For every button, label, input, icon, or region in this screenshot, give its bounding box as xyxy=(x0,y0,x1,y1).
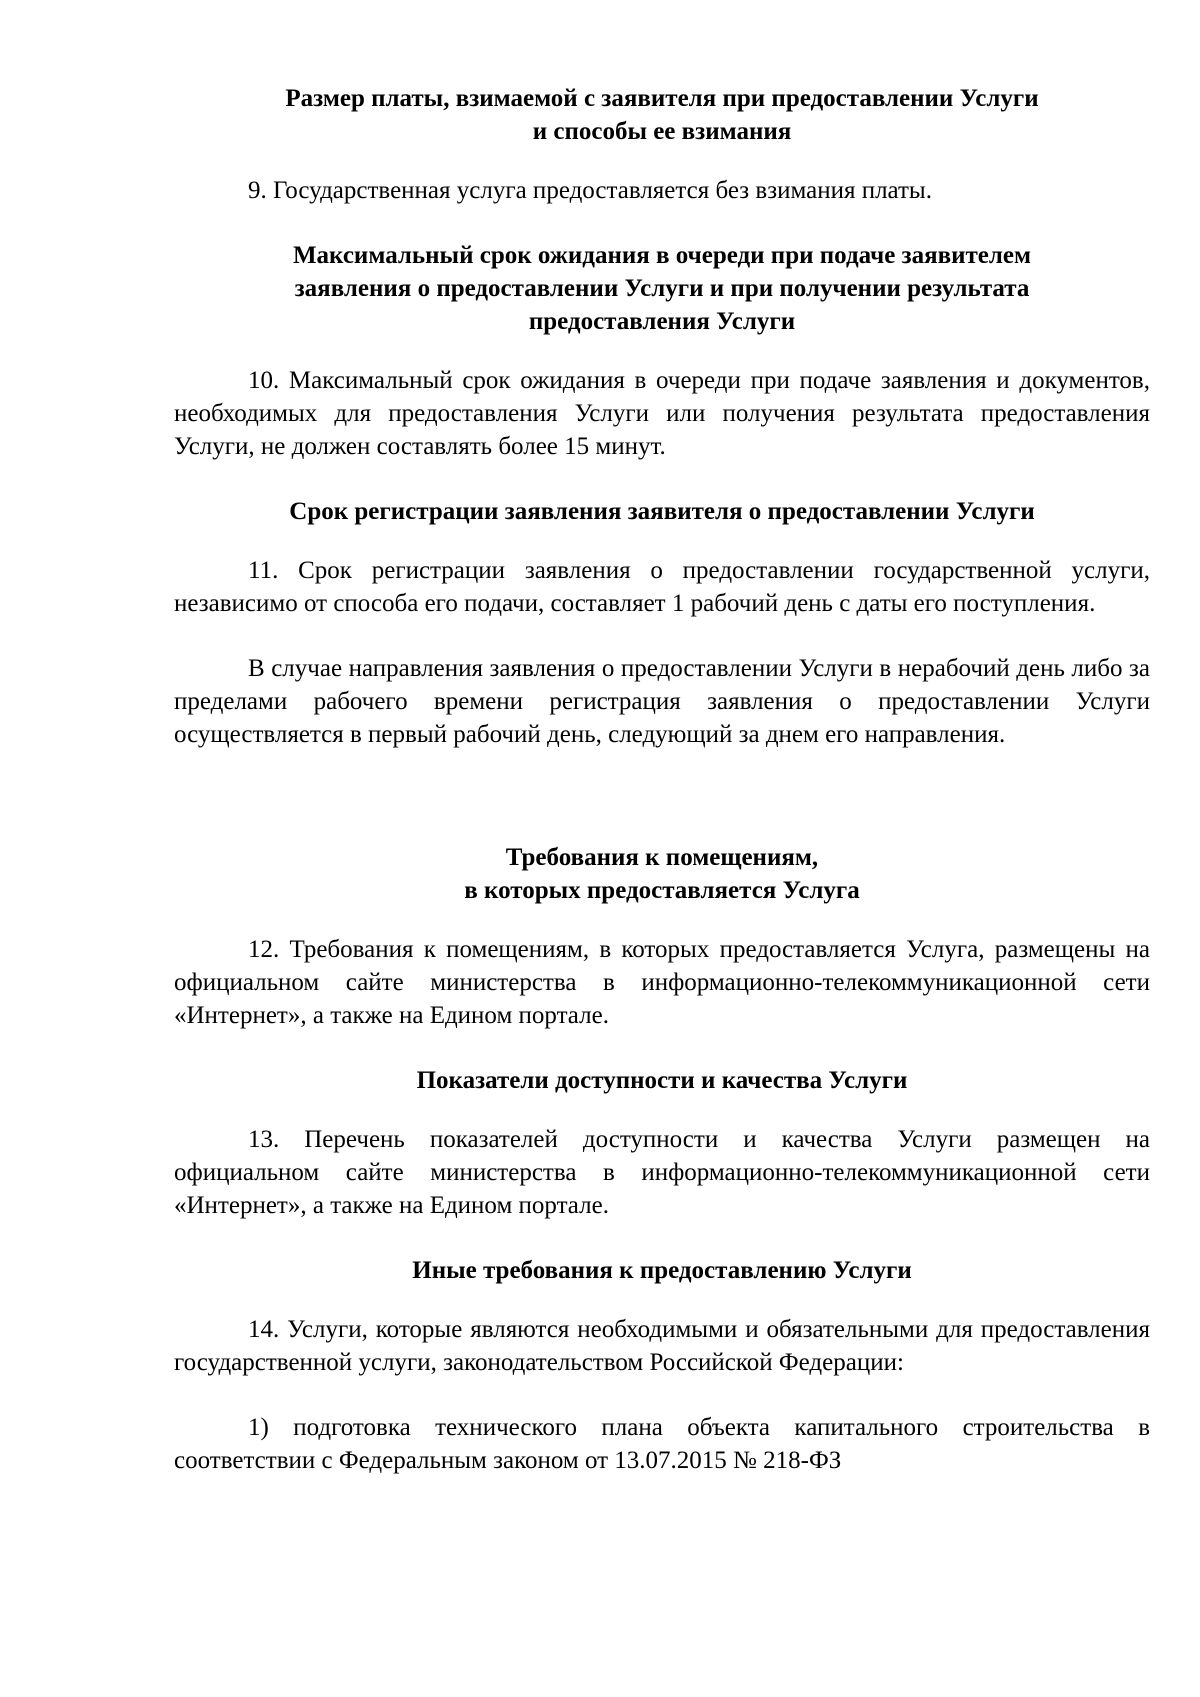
heading-line: Максимальный срок ожидания в очереди при подаче заявителем xyxy=(292,242,1032,269)
document-page xyxy=(174,82,1150,1477)
paragraph-13: 13. Перечень показателей доступности и качества Услуги размещен на официальном сайте министерства в информационно-телекоммуникационной сети «Интернет», а также на Едином портале. xyxy=(174,1126,1150,1219)
paragraph-9: 9. Государственная услуга предоставляется без взимания платы. xyxy=(248,177,932,204)
section-heading-accessibility xyxy=(174,1064,1150,1097)
heading-line: Показатели доступности и качества Услуги xyxy=(416,1067,908,1094)
paragraph-11-note: В случае направления заявления о предоставлении Услуги в нерабочий день либо за пределами рабочего времени регистрация заявления о предоставлении Услуги осуществляется в первый рабочий день, следующий за днем его направления. xyxy=(174,655,1150,748)
heading-line: заявления о предоставлении Услуги и при получении результата xyxy=(294,275,1030,302)
heading-line: Срок регистрации заявления заявителя о предоставлении Услуги xyxy=(289,498,1035,525)
section-heading-fee xyxy=(174,82,1150,148)
section-heading-premises xyxy=(174,841,1150,907)
section-heading-other-requirements xyxy=(174,1254,1150,1287)
heading-line: Иные требования к предоставлению Услуги xyxy=(412,1257,912,1284)
list-item-1: 1) подготовка технического плана объекта капитального строительства в соответствии с Федеральным законом от 13.07.2015 № 218-ФЗ xyxy=(174,1414,1150,1474)
paragraph-12: 12. Требования к помещениям, в которых предоставляется Услуга, размещены на официальном сайте министерства в информационно-телекоммуникационной сети «Интернет», а также на Едином портале. xyxy=(174,936,1150,1029)
paragraph-14: 14. Услуги, которые являются необходимыми и обязательными для предоставления государственной услуги, законодательством Российской Федерации: xyxy=(174,1316,1150,1376)
heading-line: Размер платы, взимаемой с заявителя при предоставлении Услуги xyxy=(285,85,1039,112)
paragraph-11: 11. Срок регистрации заявления о предоставлении государственной услуги, независимо от способа его подачи, составляет 1 рабочий день с даты его поступления. xyxy=(174,557,1150,617)
heading-line: предоставления Услуги xyxy=(528,308,796,335)
section-heading-registration xyxy=(174,495,1150,528)
heading-line: Требования к помещениям, xyxy=(505,844,819,871)
paragraph-10: 10. Максимальный срок ожидания в очереди при подаче заявления и документов, необходимых для предоставления Услуги или получения результата предоставления Услуги, не должен составлять более 15 минут. xyxy=(174,367,1150,460)
heading-line: и способы ее взимания xyxy=(532,118,792,145)
heading-line: в которых предоставляется Услуга xyxy=(464,877,860,904)
section-heading-queue xyxy=(174,239,1150,338)
